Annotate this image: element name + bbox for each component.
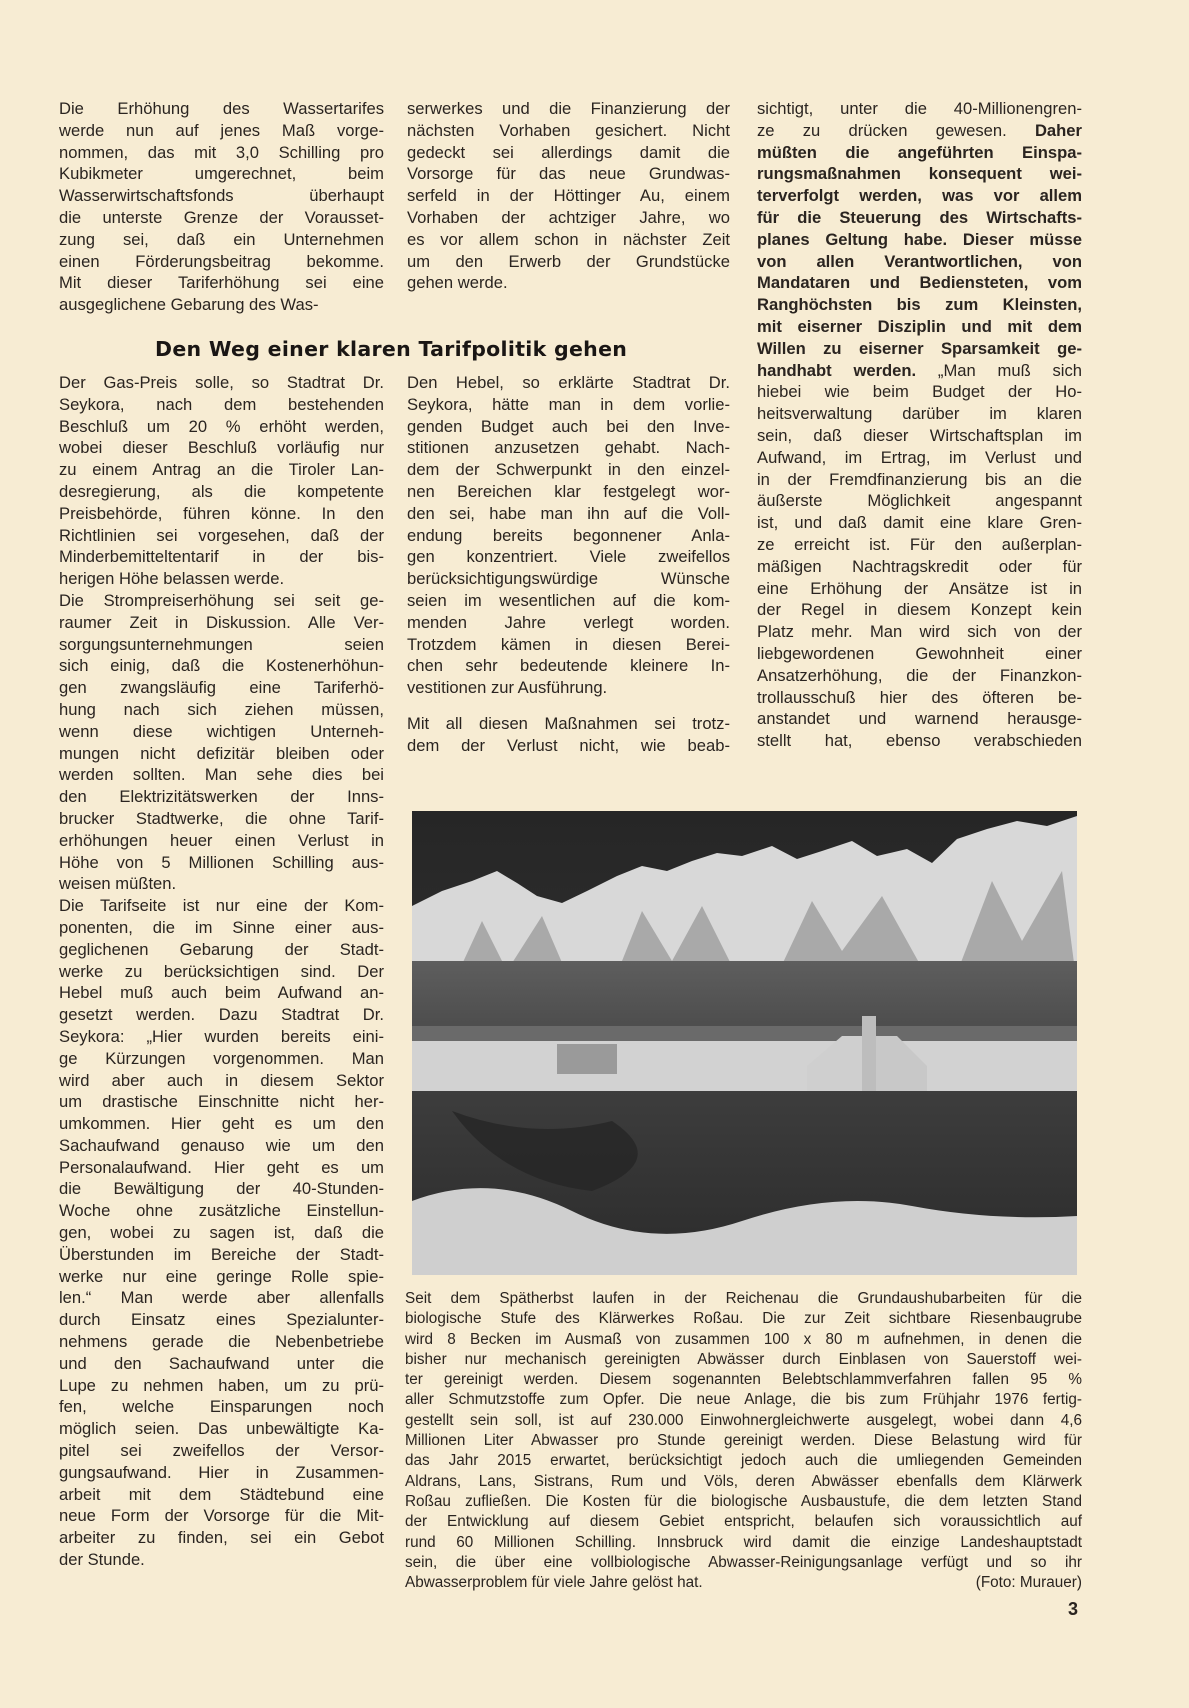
text-line: Preisbehörde, führen könne. In den	[59, 503, 384, 523]
text-line: dem der Schwerpunkt in den einzel-	[407, 460, 730, 480]
text-line: sichtigt, unter die 40-Millionengren-	[757, 99, 1082, 118]
text-line: nommen, das mit 3,0 Schilling pro	[59, 142, 384, 162]
text-line: neue Form der Vorsorge für die Mit-	[59, 1506, 384, 1526]
text-line: sein, daß dieser Wirtschaftsplan im	[757, 425, 1082, 445]
text-line: zung sei, daß ein Unternehmen	[59, 229, 384, 249]
caption-line: aller Schmutzstoffe zum Opfer. Die neue Anlage, die bis zum Frühjahr 1976 fertig-	[405, 1391, 1082, 1409]
text-line: werden sollten. Man sehe dies bei	[59, 765, 384, 785]
text-line: Willen zu eiserner Sparsamkeit ge-	[757, 338, 1082, 358]
text-line: Höhe von 5 Millionen Schilling aus-	[59, 852, 384, 872]
text-line: ist, und daß damit eine klare Gren-	[757, 513, 1082, 533]
text-line: werke nur eine geringe Rolle spie-	[59, 1266, 384, 1286]
text-line: raumer Zeit in Diskussion. Alle Ver-	[59, 612, 384, 632]
text-line: mungen nicht defizitär bleiben oder	[59, 743, 384, 763]
text-line: wenn diese wichtigen Unterneh-	[59, 721, 384, 741]
text-line: terverfolgt werden, was vor allem	[757, 186, 1082, 206]
caption-line: Seit dem Spätherbst laufen in der Reichenau die Grundaushubarbeiten für die	[405, 1290, 1082, 1307]
text-line: Seykora, nach dem bestehenden	[59, 394, 384, 414]
text-line: der Regel in diesem Konzept kein	[757, 600, 1082, 620]
text-line: liebgewordenen Gewohnheit einer	[757, 643, 1082, 663]
text-line: es vor allem schon in nächster Zeit	[407, 229, 730, 249]
text-line: wobei dieser Beschluß vorläufig nur	[59, 438, 384, 458]
text-line: Seykora, hätte man in dem vorlie-	[407, 394, 730, 414]
caption-line: gestellt sein soll, ist auf 230.000 Einwohnergleichwerte ausgelegt, wobei dann 4,6	[405, 1411, 1082, 1429]
text-line: Ranghöchsten bis zum Kleinsten,	[757, 295, 1082, 315]
text-line: Woche ohne zusätzliche Einstellun-	[59, 1201, 384, 1221]
caption-line: Millionen Liter Abwasser pro Stunde gereinigt werden. Diese Belastung wird für	[405, 1432, 1082, 1450]
text-line	[407, 699, 730, 713]
text-line: Mit dieser Tariferhöhung sei eine	[59, 273, 384, 293]
text-line: sich einig, daß die Kostenerhöhun-	[59, 656, 384, 676]
text-line: und den Sachaufwand unter die	[59, 1353, 384, 1373]
caption-line: der Entwicklung auf diesem Gebiet entspricht, belaufen sich voraussichtlich auf	[405, 1513, 1082, 1531]
text-line: serfeld in der Höttinger Au, einem	[407, 186, 730, 206]
text-line: Personalaufwand. Hier geht es um	[59, 1157, 384, 1177]
photo-caption	[405, 1289, 1082, 1593]
text-line: berücksichtigungswürdige Wünsche	[407, 569, 730, 589]
text-line: Mandataren und Bediensteten, vom	[757, 273, 1082, 293]
text-line: mit eiserner Disziplin und mit dem	[757, 316, 1082, 336]
text-line: Richtlinien sei vorgesehen, daß der	[59, 525, 384, 545]
text-line: in der Fremdfinanzierung bis an die	[757, 469, 1082, 489]
text-line: gesetzt werden. Dazu Stadtrat Dr.	[59, 1005, 384, 1025]
text-line: trollausschuß hier des öfteren be-	[757, 687, 1082, 707]
text-line: handhabt werden. „Man muß sich	[757, 360, 1082, 380]
text-line: die unterste Grenze der Vorausset-	[59, 207, 384, 227]
text-line: len.“ Man werde aber allenfalls	[59, 1288, 384, 1308]
text-line: durch Einsatz eines Spezialunter-	[59, 1310, 384, 1330]
text-line: sorgungsunternehmungen seien	[59, 634, 384, 654]
text-line: umkommen. Hier geht es um den	[59, 1114, 384, 1134]
article-column-2-lower	[407, 372, 730, 757]
text-line: ze zu drücken gewesen. Daher	[757, 120, 1082, 140]
text-line: rungsmaßnahmen konsequent wei-	[757, 164, 1082, 184]
text-line: endung bereits begonnener Anla-	[407, 525, 730, 545]
text-line: nen Bereichen klar festgelegt wor-	[407, 481, 730, 501]
text-line: werde nun auf jenes Maß vorge-	[59, 120, 384, 140]
text-line: nächsten Vorhaben gesichert. Nicht	[407, 120, 730, 140]
caption-line: wird 8 Becken im Ausmaß von zusammen 100 x 80 m aufnehmen, in denen die	[405, 1330, 1082, 1348]
plant-tower	[862, 1016, 876, 1096]
text-line: erhöhungen heuer einen Verlust in	[59, 830, 384, 850]
photo-credit: (Foto: Murauer)	[975, 1574, 1082, 1592]
section-headline: Den Weg einer klaren Tarifpolitik gehen	[155, 337, 628, 361]
text-line: Sachaufwand genauso wie um den	[59, 1135, 384, 1155]
text-line: Trotzdem kämen in diesen Berei-	[407, 634, 730, 654]
text-line: gen konzentriert. Viele zweifellos	[407, 547, 730, 567]
text-line: Lupe zu nehmen haben, um zu prü-	[59, 1375, 384, 1395]
text-line: Ansatzerhöhung, die der Finanzkon-	[757, 665, 1082, 685]
text-line: mäßigen Nachtragskredit oder für	[757, 556, 1082, 576]
text-line: chen sehr bedeutende kleinere In-	[407, 656, 730, 676]
photo-illustration	[412, 811, 1077, 1275]
text-line: Die Strompreiserhöhung sei seit ge-	[59, 590, 384, 610]
text-line: um drastische Einschnitte nicht her-	[59, 1092, 384, 1112]
caption-line: rund 60 Millionen Schilling. Innsbruck wird damit die einzige Landeshauptstadt	[405, 1533, 1082, 1551]
text-line: müßten die angeführten Einspa-	[757, 142, 1082, 162]
text-line: eine Erhöhung der Ansätze ist in	[757, 578, 1082, 598]
caption-line: sein, die über eine vollbiologische Abwasser-Reinigungsanlage verfügt und so ihr	[405, 1553, 1082, 1571]
text-line: Den Hebel, so erklärte Stadtrat Dr.	[407, 373, 730, 392]
text-line: ausgeglichene Gebarung des Was-	[59, 295, 319, 315]
caption-line: Roßau zufließen. Die Kosten für die biologische Ausbaustufe, die dem letzten Stand	[405, 1492, 1082, 1510]
text-line: arbeiter zu finden, sei ein Gebot	[59, 1528, 384, 1548]
text-line: der Stunde.	[59, 1550, 145, 1570]
text-line: pitel sei zweifellos der Versor-	[59, 1441, 384, 1461]
text-line: um den Erwerb der Grundstücke	[407, 251, 730, 271]
text-line: ponenten, die im Sinne einer aus-	[59, 917, 384, 937]
plant-building-left	[557, 1044, 617, 1074]
text-line: den Elektrizitätswerken der Inns-	[59, 787, 384, 807]
text-line: den sei, habe man ihn auf die Voll-	[407, 503, 730, 523]
text-line: Vorhaben der achtziger Jahre, wo	[407, 207, 730, 227]
caption-last-text: Abwasserproblem für viele Jahre gelöst hat.	[405, 1574, 703, 1592]
text-line: ge Kürzungen vorgenommen. Man	[59, 1048, 384, 1068]
text-line: von allen Verantwortlichen, von	[757, 251, 1082, 271]
text-line: Der Gas-Preis solle, so Stadtrat Dr.	[59, 373, 384, 392]
text-line: fen, welche Einsparungen noch	[59, 1397, 384, 1417]
caption-line: das Jahr 2015 erwartet, berücksichtigt jedoch auch die umliegenden Gemeinden	[405, 1452, 1082, 1470]
text-line: desregierung, als die kompetente	[59, 481, 384, 501]
text-line: zu einem Antrag an die Tiroler Lan-	[59, 460, 384, 480]
text-line: gedeckt sei allerdings damit die	[407, 142, 730, 162]
text-line: planes Geltung habe. Dieser müsse	[757, 229, 1082, 249]
text-line: werke zu berücksichtigen sind. Der	[59, 961, 384, 981]
text-line: hung nach sich ziehen müssen,	[59, 699, 384, 719]
text-line: gehen werde.	[407, 273, 508, 293]
text-line: arbeit mit dem Städtebund eine	[59, 1484, 384, 1504]
text-line: anstandet und warnend herausge-	[757, 709, 1082, 729]
text-line: genden Budget auch bei den Inve-	[407, 416, 730, 436]
caption-line	[405, 1573, 1082, 1593]
text-line: heitsverwaltung darüber im klaren	[757, 404, 1082, 424]
text-line: Aufwand, im Ertrag, im Verlust und	[757, 447, 1082, 467]
text-line: Seykora: „Hier wurden bereits eini-	[59, 1026, 384, 1046]
text-line: die Bewältigung der 40-Stunden-	[59, 1179, 384, 1199]
text-line: hiebei wie beim Budget der Ho-	[757, 382, 1082, 402]
text-line: möglich seien. Das unbewältigte Ka-	[59, 1419, 384, 1439]
text-line: gen, wobei zu sagen ist, daß die	[59, 1223, 384, 1243]
text-line: vestitionen zur Ausführung.	[407, 678, 608, 698]
text-line: wird aber auch in diesem Sektor	[59, 1070, 384, 1090]
text-line: Die Tarifseite ist nur eine der Kom-	[59, 896, 384, 916]
text-line: gungsaufwand. Hier in Zusammen-	[59, 1462, 384, 1482]
text-line: Überstunden im Bereiche der Stadt-	[59, 1244, 384, 1264]
text-line: Platz mehr. Man wird sich von der	[757, 622, 1082, 642]
text-line: Wasserwirtschaftsfonds überhaupt	[59, 186, 384, 206]
text-line: Kubikmeter umgerechnet, beim	[59, 164, 384, 184]
text-line: einen Förderungsbeitrag bekomme.	[59, 251, 384, 271]
text-line: Beschluß um 20 % erhöht werden,	[59, 416, 384, 436]
article-column-2-top	[407, 98, 730, 294]
text-line: weisen müßten.	[59, 874, 177, 894]
text-line: Hebel muß auch beim Aufwand an-	[59, 983, 384, 1003]
text-line: nehmens gerade die Nebenbetriebe	[59, 1332, 384, 1352]
text-line: ze erreicht ist. Für den außerplan-	[757, 534, 1082, 554]
article-column-1-top	[59, 98, 384, 316]
text-line: Vorsorge für das neue Grundwas-	[407, 164, 730, 184]
text-line: gen zwangsläufig eine Tariferhö-	[59, 678, 384, 698]
text-line: seien im wesentlichen auf die kom-	[407, 590, 730, 610]
caption-line: ter gereinigt werden. Diesem sogenannten Belebtschlammverfahren fallen 95 %	[405, 1371, 1082, 1389]
text-line: Minderbemitteltentarif in der bis-	[59, 547, 384, 567]
text-line: Die Erhöhung des Wassertarifes	[59, 99, 384, 118]
text-line: herigen Höhe belassen werde.	[59, 569, 285, 589]
text-line: geglichenen Gebarung der Stadt-	[59, 939, 384, 959]
text-line: stitionen anzusetzen gehabt. Nach-	[407, 438, 730, 458]
text-line: Mit all diesen Maßnahmen sei trotz-	[407, 713, 730, 733]
article-column-1-lower	[59, 372, 384, 1571]
caption-line: biologische Stufe des Klärwerkes Roßau. Die zur Zeit sichtbare Riesenbaugrube	[405, 1310, 1082, 1328]
text-line: menden Jahre verlegt worden.	[407, 612, 730, 632]
caption-line: bisher nur mechanisch gereinigten Abwässer durch Einblasen von Sauerstoff wei-	[405, 1350, 1082, 1368]
text-line: stellt hat, ebenso verabschieden	[757, 731, 1082, 751]
text-line: brucker Stadtwerke, die ohne Tarif-	[59, 808, 384, 828]
caption-line: Aldrans, Lans, Sistrans, Rum und Völs, deren Abwässer ebenfalls dem Klärwerk	[405, 1472, 1082, 1490]
page-number: 3	[1068, 1599, 1079, 1619]
construction-site-photo	[412, 811, 1077, 1275]
text-line: serwerkes und die Finanzierung der	[407, 99, 730, 118]
text-line: für die Steuerung des Wirtschafts-	[757, 207, 1082, 227]
text-line: dem der Verlust nicht, wie beab-	[407, 735, 730, 755]
text-line: äußerste Möglichkeit angespannt	[757, 491, 1082, 511]
article-column-3	[757, 98, 1082, 752]
